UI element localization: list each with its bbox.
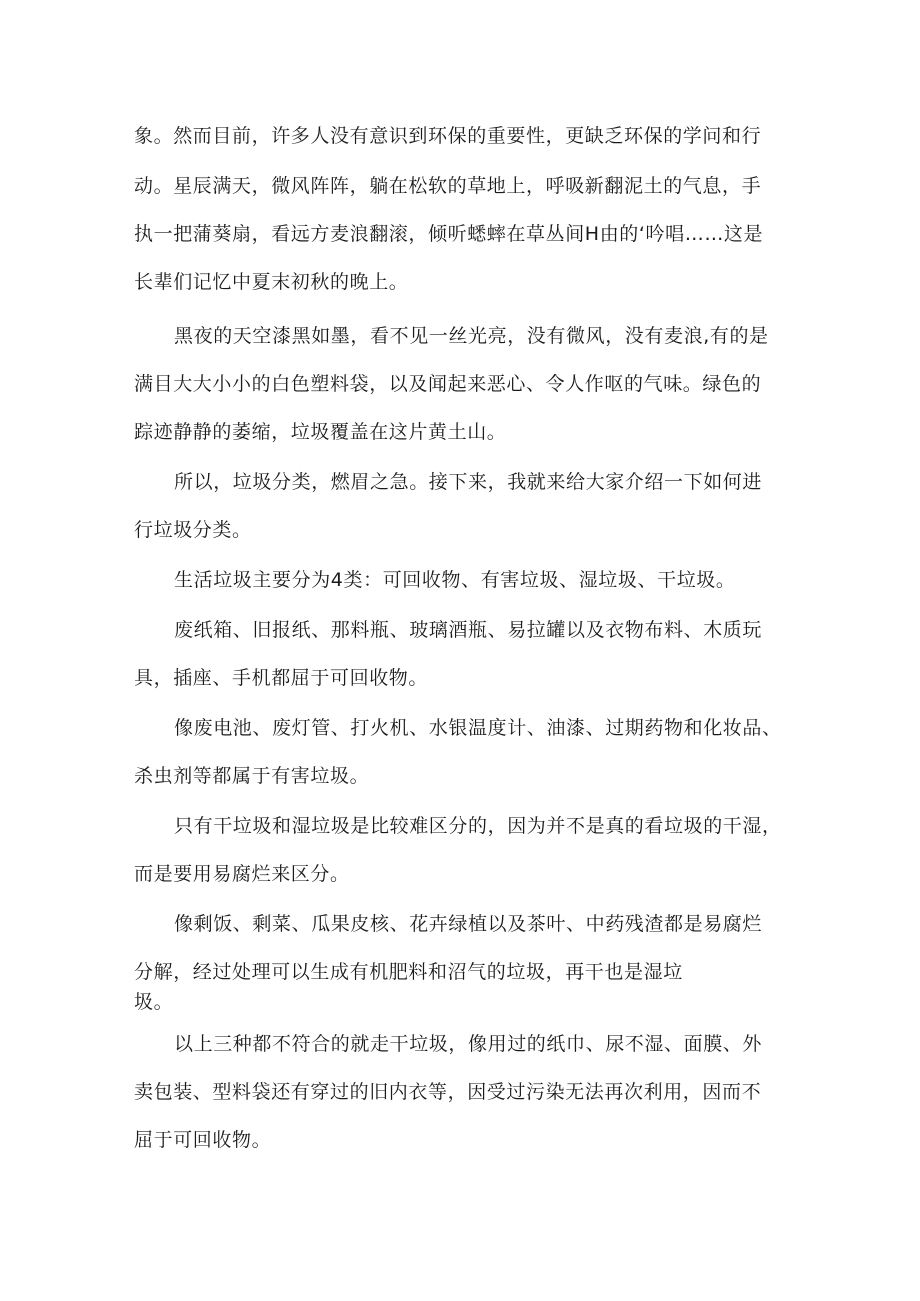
text-line: 动。星辰满天，微风阵阵，躺在松软的草地上，呼吸新翻泥土的气息，手	[134, 175, 762, 197]
text-line: 废纸箱、旧报纸、那料瓶、玻璃酒瓶、易拉罐以及衣物布料、木质玩	[174, 619, 763, 641]
text-line: 只有干垃圾和湿垃圾是比较难区分的，因为并不是真的看垃圾的干湿，	[174, 815, 782, 837]
text-line: 屈于可回收物。	[134, 1129, 272, 1151]
text-line: 圾。	[134, 991, 174, 1013]
text-line: 黑夜的天空漆黑如墨，看不见一丝光亮，没有微风，没有麦浪,有的是	[174, 325, 769, 347]
text-line: 踪迹静静的萎缩，垃圾覆盖在这片黄土山。	[134, 421, 507, 443]
text-line: 分解，经过处理可以生成有机肥料和沼气的垃圾，再干也是湿垃	[134, 961, 683, 983]
text-line: 而是要用易腐烂来区分。	[134, 863, 350, 885]
text-line: 行垃圾分类。	[134, 519, 252, 541]
text-line: 以上三种都不符合的就走干垃圾，像用过的纸巾、尿不湿、面膜、外	[174, 1033, 763, 1055]
text-line: 执一把蒲葵扇，看远方麦浪翻滚，倾听蟋蟀在草丛间H由的‘吟唱……这是	[134, 223, 764, 245]
text-line: 所以，垃圾分类，燃眉之急。接下来，我就来给大家介绍一下如何进	[174, 471, 763, 493]
text-line: 卖包装、型料袋还有穿过的旧内衣等，因受过污染无法再次利用，因而不	[134, 1081, 762, 1103]
text-line: 像废电池、废灯管、打火机、水银温度计、油漆、过期药物和化妆品、	[174, 717, 782, 739]
text-line: 杀虫剂等都属于有害垃圾。	[134, 765, 370, 787]
text-line: 具，插座、手机都屈于可回收物。	[134, 667, 429, 689]
text-line: 满目大大小小的白色塑料袋，以及闻起来恶心、令人作呕的气味。绿色的	[134, 373, 762, 395]
text-line: 象。然而目前，许多人没有意识到环保的重要性，更缺乏环保的学问和行	[134, 125, 762, 147]
text-line: 长辈们记忆中夏末初秋的晚上。	[134, 271, 409, 293]
text-line: 生活垃圾主要分为4类：可回收物、有害垃圾、湿垃圾、干垃圾。	[174, 569, 736, 591]
text-line: 像剩饭、剩菜、瓜果皮核、花卉绿植以及茶叶、中药残渣都是易腐烂	[174, 913, 763, 935]
